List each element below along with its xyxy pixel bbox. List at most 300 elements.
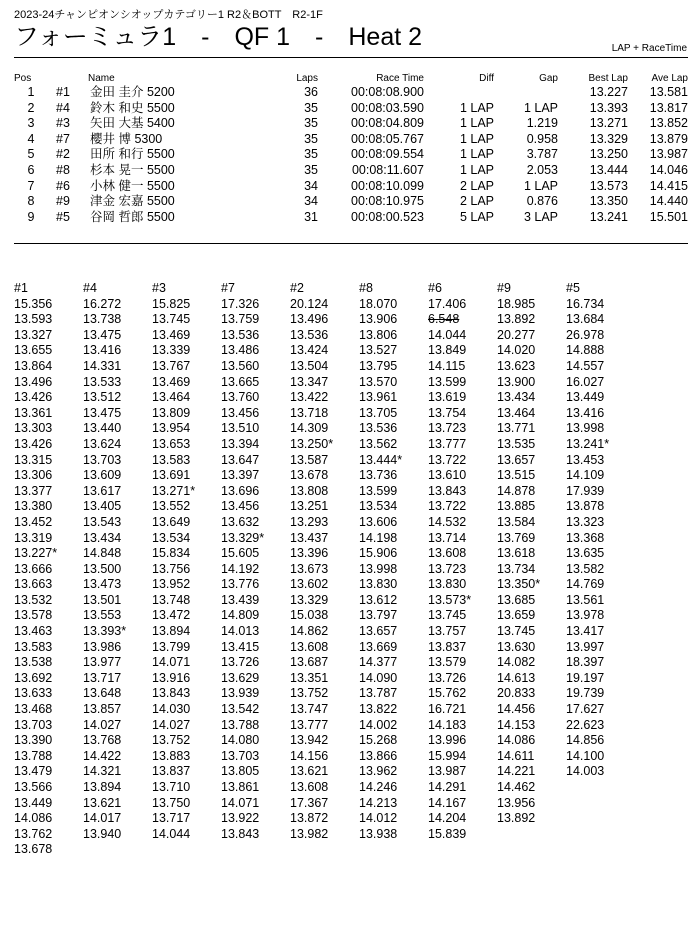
lap-time: 13.608 xyxy=(290,639,329,654)
table-cell: 13.271 xyxy=(589,116,628,131)
lap-time: 13.684 xyxy=(566,312,605,327)
lap-time: 13.599 xyxy=(428,374,467,389)
lap-time: 13.416 xyxy=(83,343,122,358)
lap-time: 14.109 xyxy=(566,468,605,483)
table-row xyxy=(14,101,688,117)
lap-time: 13.872 xyxy=(290,811,329,826)
lap-time: 13.612 xyxy=(359,592,398,607)
lap-time: 13.473 xyxy=(83,577,122,592)
lap-time: 13.710 xyxy=(152,780,191,794)
results-column-header: Laps xyxy=(296,73,318,84)
table-cell: 13.581 xyxy=(649,85,688,99)
table-cell: 7 xyxy=(27,178,35,193)
table-cell: #1 xyxy=(56,85,70,99)
lap-time: 13.788 xyxy=(221,717,260,732)
table-cell: #3 xyxy=(56,116,70,131)
lap-time: 13.434 xyxy=(83,530,122,545)
table-cell: 1 LAP xyxy=(523,100,558,115)
lap-time: 19.739 xyxy=(566,686,605,701)
lap-time: 14.213 xyxy=(359,795,398,810)
lap-time: 14.848 xyxy=(83,546,122,561)
lap-time: 13.624 xyxy=(83,436,122,451)
table-cell: 34 xyxy=(304,178,318,193)
lap-column xyxy=(152,281,222,842)
table-row xyxy=(14,85,688,101)
lap-time: 13.648 xyxy=(83,686,122,701)
lap-time: 16.734 xyxy=(566,296,605,311)
lap-time: 14.027 xyxy=(152,717,191,732)
table-cell: 9 xyxy=(27,209,35,224)
lap-time: 13.583 xyxy=(14,639,53,654)
lap-column-car-number: #6 xyxy=(428,281,442,295)
table-row xyxy=(14,147,688,163)
lap-time: 13.673 xyxy=(290,561,329,576)
table-cell: 00:08:04.809 xyxy=(351,116,424,131)
lap-time: 14.167 xyxy=(428,795,467,810)
lap-time: 13.500 xyxy=(83,561,122,576)
lap-time: 13.426 xyxy=(14,390,53,405)
lap-column-car-number: #2 xyxy=(290,281,304,295)
lap-time: 14.809 xyxy=(221,608,260,623)
lap-time: 13.809 xyxy=(152,405,191,420)
lap-column xyxy=(14,281,84,858)
lap-time: 13.678 xyxy=(14,842,53,857)
lap-time: 13.452 xyxy=(14,514,53,529)
table-cell: 金田 圭介 5200 xyxy=(90,85,175,99)
lap-time: 14.002 xyxy=(359,717,398,732)
lap-time: 13.752 xyxy=(152,733,191,748)
table-cell: #4 xyxy=(56,100,70,115)
lap-time: 18.070 xyxy=(359,296,398,311)
lap-time: 14.012 xyxy=(359,811,398,826)
lap-time: 13.479 xyxy=(14,764,53,779)
lap-time: 13.582 xyxy=(566,561,605,576)
table-cell: #8 xyxy=(56,162,70,177)
lap-time: 14.198 xyxy=(359,530,398,545)
lap-time: 13.536 xyxy=(359,421,398,436)
lap-time: 13.350* xyxy=(497,577,541,592)
lap-time: 13.866 xyxy=(359,748,398,763)
lap-time: 14.321 xyxy=(83,764,122,779)
lap-time: 13.329 xyxy=(290,592,329,607)
lap-time: 14.183 xyxy=(428,717,467,732)
lap-time: 13.843 xyxy=(428,483,467,498)
lap-time: 13.939 xyxy=(221,686,260,701)
lap-column-car-number: #9 xyxy=(497,281,511,295)
lap-time: 13.830 xyxy=(428,577,467,592)
table-cell: 35 xyxy=(304,116,318,131)
lap-time: 13.659 xyxy=(497,608,536,623)
lap-time: 13.532 xyxy=(14,592,53,607)
lap-time: 13.687 xyxy=(290,655,329,670)
lap-time: 13.608 xyxy=(290,780,329,794)
lap-time: 13.900 xyxy=(497,374,536,389)
table-cell: 1 xyxy=(27,85,35,99)
lap-time: 13.449 xyxy=(566,390,605,405)
table-cell: 1 LAP xyxy=(459,147,494,162)
lap-time: 13.293 xyxy=(290,514,329,529)
lap-time: 14.090 xyxy=(359,670,398,685)
lap-time: 13.456 xyxy=(221,499,260,514)
lap-time: 13.757 xyxy=(428,624,467,639)
table-cell: 2.053 xyxy=(526,162,558,177)
lap-time: 13.647 xyxy=(221,452,260,467)
lap-time: 13.464 xyxy=(152,390,191,405)
lap-time: 13.998 xyxy=(359,561,398,576)
table-cell: 14.415 xyxy=(649,178,688,193)
lap-time: 13.534 xyxy=(152,530,191,545)
lap-time: 14.422 xyxy=(83,748,122,763)
table-cell xyxy=(424,85,494,101)
results-column-header: Pos xyxy=(14,73,32,84)
lap-column xyxy=(83,281,153,842)
table-cell: 谷岡 哲郎 5500 xyxy=(90,209,175,224)
lap-time: 15.038 xyxy=(290,608,329,623)
table-row xyxy=(14,163,688,179)
lap-column-car-number: #4 xyxy=(83,281,97,295)
table-cell: 35 xyxy=(304,131,318,146)
results-header-row xyxy=(14,72,688,85)
lap-time: 14.377 xyxy=(359,655,398,670)
lap-time: 15.356 xyxy=(14,296,53,311)
table-cell: 1 LAP xyxy=(459,131,494,146)
table-cell: #6 xyxy=(56,178,70,193)
lap-time: 15.268 xyxy=(359,733,398,748)
lap-time: 15.762 xyxy=(428,686,467,701)
lap-time: 17.406 xyxy=(428,296,467,311)
table-cell: 13.227 xyxy=(589,85,628,99)
results-column-header: Diff xyxy=(479,73,494,84)
lap-time: 13.857 xyxy=(83,702,122,717)
lap-time: 13.227* xyxy=(14,546,58,561)
lap-time: 13.723 xyxy=(428,421,467,436)
lap-time: 13.553 xyxy=(83,608,122,623)
lap-time: 13.303 xyxy=(14,421,53,436)
lap-time: 13.527 xyxy=(359,343,398,358)
lap-time: 13.543 xyxy=(83,514,122,529)
lap-time: 15.906 xyxy=(359,546,398,561)
lap-time: 15.825 xyxy=(152,296,191,311)
table-cell: 13.350 xyxy=(589,194,628,209)
table-cell: 小林 健一 5500 xyxy=(90,178,175,193)
table-cell: 3 LAP xyxy=(523,209,558,224)
results-column-header: Name xyxy=(88,73,115,84)
lap-time: 13.552 xyxy=(152,499,191,514)
lap-time: 13.560 xyxy=(221,358,260,373)
lap-time: 14.221 xyxy=(497,764,536,779)
lap-time: 17.326 xyxy=(221,296,260,311)
results-column-header: Best Lap xyxy=(588,73,628,84)
lap-time: 13.610 xyxy=(428,468,467,483)
lap-time: 13.837 xyxy=(152,764,191,779)
lap-time: 14.020 xyxy=(497,343,536,358)
lap-time: 13.894 xyxy=(152,624,191,639)
lap-time: 13.978 xyxy=(566,608,605,623)
lap-time: 14.100 xyxy=(566,748,605,763)
table-cell: 14.046 xyxy=(649,162,688,177)
lap-time: 13.892 xyxy=(497,312,536,327)
lap-time: 13.405 xyxy=(83,499,122,514)
lap-time: 13.464 xyxy=(497,405,536,420)
lap-time: 13.878 xyxy=(566,499,605,514)
lap-time: 13.468 xyxy=(14,702,53,717)
lap-time: 14.856 xyxy=(566,733,605,748)
lap-time: 14.044 xyxy=(428,327,467,342)
lap-time: 14.613 xyxy=(497,670,536,685)
lap-time: 13.665 xyxy=(221,374,260,389)
lap-time: 13.714 xyxy=(428,530,467,545)
lap-time: 13.579 xyxy=(428,655,467,670)
lap-time: 13.323 xyxy=(566,514,605,529)
lap-time: 13.635 xyxy=(566,546,605,561)
table-cell: 15.501 xyxy=(649,209,688,224)
lap-time: 14.611 xyxy=(497,748,535,763)
lap-time: 13.584 xyxy=(497,514,536,529)
table-cell: 00:08:08.900 xyxy=(351,85,424,99)
lap-time: 13.938 xyxy=(359,826,398,841)
lap-time: 16.027 xyxy=(566,374,605,389)
lap-time: 14.309 xyxy=(290,421,329,436)
lap-time: 13.599 xyxy=(359,483,398,498)
results-column-header: Race Time xyxy=(376,73,424,84)
lap-time: 13.961 xyxy=(359,390,398,405)
lap-time: 13.849 xyxy=(428,343,467,358)
lap-time: 13.329* xyxy=(221,530,265,545)
table-cell: 00:08:05.767 xyxy=(351,131,424,146)
table-cell: 00:08:03.590 xyxy=(351,100,424,115)
lap-time: 13.657 xyxy=(497,452,536,467)
lap-time: 13.922 xyxy=(221,811,260,826)
lap-time: 13.351 xyxy=(290,670,329,685)
lap-time: 13.703 xyxy=(14,717,53,732)
lap-time: 13.617 xyxy=(83,483,122,498)
lap-column-car-number: #3 xyxy=(152,281,166,295)
lap-time: 14.153 xyxy=(497,717,536,732)
lap-time: 13.822 xyxy=(359,702,398,717)
lap-time: 13.618 xyxy=(497,546,536,561)
lap-time: 13.843 xyxy=(152,686,191,701)
lap-time: 13.767 xyxy=(152,358,191,373)
lap-time: 13.806 xyxy=(359,327,398,342)
lap-time: 13.678 xyxy=(290,468,329,483)
session-title: フォーミュラ1 - QF 1 - Heat 2 xyxy=(14,23,423,51)
lap-time: 13.987 xyxy=(428,764,467,779)
table-cell: 34 xyxy=(304,194,318,209)
table-cell: 3 xyxy=(27,116,35,131)
table-cell: 1 LAP xyxy=(523,178,558,193)
lap-time: 13.327 xyxy=(14,327,53,342)
lap-time: 13.703 xyxy=(221,748,260,763)
lap-time: 14.013 xyxy=(221,624,260,639)
table-cell: #7 xyxy=(56,131,70,146)
lap-time: 13.752 xyxy=(290,686,329,701)
lap-time: 13.629 xyxy=(221,670,260,685)
lap-time: 13.705 xyxy=(359,405,398,420)
table-cell: 35 xyxy=(304,100,318,115)
lap-column-car-number: #5 xyxy=(566,281,580,295)
lap-time: 13.361 xyxy=(14,405,53,420)
results-column-header: Ave Lap xyxy=(651,73,688,84)
lap-time: 13.777 xyxy=(290,717,329,732)
lap-time: 17.367 xyxy=(290,795,329,810)
lap-time: 15.605 xyxy=(221,546,260,561)
lap-time: 13.691 xyxy=(152,468,191,483)
lap-time: 13.754 xyxy=(428,405,467,420)
table-cell: 2 LAP xyxy=(459,178,494,193)
report-header xyxy=(14,8,690,52)
lap-time: 17.627 xyxy=(566,702,605,717)
lap-time: 13.717 xyxy=(83,670,122,685)
lap-time: 13.587 xyxy=(290,452,329,467)
lap-time: 13.666 xyxy=(14,561,53,576)
lap-time: 13.998 xyxy=(566,421,605,436)
lap-time: 13.718 xyxy=(290,405,329,420)
lap-time: 20.833 xyxy=(497,686,536,701)
lap-time: 13.756 xyxy=(152,561,191,576)
lap-time: 13.619 xyxy=(428,390,467,405)
lap-time: 13.745 xyxy=(152,312,191,327)
table-cell: 0.958 xyxy=(526,131,558,146)
lap-time: 14.086 xyxy=(497,733,536,748)
lap-time: 13.251 xyxy=(290,499,329,514)
lap-time: 13.444* xyxy=(359,452,403,467)
lap-time: 13.738 xyxy=(83,312,122,327)
table-cell: 13.817 xyxy=(649,100,688,115)
lap-time: 13.415 xyxy=(221,639,260,654)
lap-time: 13.380 xyxy=(14,499,53,514)
lap-time: 13.894 xyxy=(83,780,122,794)
lap-time: 13.504 xyxy=(290,358,329,373)
lap-time: 13.535 xyxy=(497,436,536,451)
table-cell: 3.787 xyxy=(526,147,558,162)
table-cell: 津金 宏嘉 5500 xyxy=(90,194,175,209)
table-cell: 4 xyxy=(27,131,35,146)
table-cell: #2 xyxy=(56,147,70,162)
table-cell: 1 LAP xyxy=(459,116,494,131)
lap-time: 13.723 xyxy=(428,561,467,576)
lap-time: 13.748 xyxy=(152,592,191,607)
lap-time: 13.769 xyxy=(497,530,536,545)
lap-time: 13.566 xyxy=(14,780,53,794)
lap-time: 13.475 xyxy=(83,327,122,342)
lap-time: 13.593 xyxy=(14,312,53,327)
lap-time: 13.377 xyxy=(14,483,53,498)
lap-time: 13.940 xyxy=(83,826,122,841)
results-bottom-rule xyxy=(14,243,688,244)
event-subtitle: 2023-24チャンピオンシオップカテゴリー1 R2＆BOTT R2-1F xyxy=(14,9,323,21)
table-cell: 13.879 xyxy=(649,131,688,146)
table-cell: #9 xyxy=(56,194,70,209)
table-cell: 31 xyxy=(304,209,318,224)
lap-time: 13.747 xyxy=(290,702,329,717)
lap-time: 13.608 xyxy=(428,546,467,561)
lap-time: 13.663 xyxy=(14,577,53,592)
lap-time: 13.653 xyxy=(152,436,191,451)
lap-time: 13.501 xyxy=(83,592,122,607)
lap-time: 13.771 xyxy=(497,421,536,436)
lap-time: 13.469 xyxy=(152,374,191,389)
lap-column-car-number: #7 xyxy=(221,281,235,295)
lap-time: 13.437 xyxy=(290,530,329,545)
lap-time: 13.954 xyxy=(152,421,191,436)
lap-time: 14.017 xyxy=(83,811,122,826)
lap-time: 13.986 xyxy=(83,639,122,654)
lap-time: 13.538 xyxy=(14,655,53,670)
lap-time: 13.982 xyxy=(290,826,329,841)
lap-time: 22.623 xyxy=(566,717,605,732)
lap-time: 13.621 xyxy=(83,795,122,810)
lap-time: 13.510 xyxy=(221,421,260,436)
table-cell: 13.250 xyxy=(589,147,628,162)
results-column-header: Gap xyxy=(539,73,558,84)
lap-time: 13.515 xyxy=(497,468,536,483)
lap-time: 13.424 xyxy=(290,343,329,358)
lap-time: 13.339 xyxy=(152,343,191,358)
lap-time: 13.745 xyxy=(428,608,467,623)
lap-time: 13.745 xyxy=(497,624,536,639)
table-cell: 13.241 xyxy=(589,209,628,224)
lap-time: 13.417 xyxy=(566,624,605,639)
lap-time: 14.331 xyxy=(83,358,122,373)
lap-time: 13.692 xyxy=(14,670,53,685)
table-cell: 1.219 xyxy=(526,116,558,131)
lap-time: 13.632 xyxy=(221,514,260,529)
lap-time: 19.197 xyxy=(566,670,605,685)
table-cell: 36 xyxy=(304,85,318,99)
table-cell: 1 LAP xyxy=(459,100,494,115)
lap-column xyxy=(290,281,360,842)
table-cell: 14.440 xyxy=(649,194,688,209)
results-body xyxy=(14,85,688,225)
table-cell: #5 xyxy=(56,209,70,224)
table-cell: 2 xyxy=(27,100,35,115)
lap-time: 13.347 xyxy=(290,374,329,389)
lap-column-car-number: #1 xyxy=(14,281,28,295)
lap-time: 13.512 xyxy=(83,390,122,405)
table-row xyxy=(14,179,688,195)
lap-time: 14.888 xyxy=(566,343,605,358)
lap-time: 13.578 xyxy=(14,608,53,623)
lap-time: 13.315 xyxy=(14,452,53,467)
table-cell: 杉本 晃一 5500 xyxy=(90,162,175,177)
lap-time: 13.797 xyxy=(359,608,398,623)
table-cell: 13.444 xyxy=(589,162,628,177)
lap-time: 13.864 xyxy=(14,358,53,373)
table-row xyxy=(14,132,688,148)
lap-time: 14.080 xyxy=(221,733,260,748)
lap-time: 13.319 xyxy=(14,530,53,545)
lap-time: 13.892 xyxy=(497,811,536,826)
lap-time: 14.192 xyxy=(221,561,260,576)
lap-time: 15.834 xyxy=(152,546,191,561)
lap-time: 14.878 xyxy=(497,483,536,498)
lap-time: 13.623 xyxy=(497,358,536,373)
lap-time: 13.696 xyxy=(221,483,260,498)
lap-time: 13.726 xyxy=(221,655,260,670)
table-cell: 00:08:00.523 xyxy=(351,209,424,224)
lap-time: 13.390 xyxy=(14,733,53,748)
lap-time: 18.397 xyxy=(566,655,605,670)
lap-time: 13.762 xyxy=(14,826,53,841)
report-mode-label: LAP + RaceTime xyxy=(611,43,687,54)
table-cell: 鈴木 和史 5500 xyxy=(90,100,175,115)
lap-time: 16.272 xyxy=(83,296,122,311)
lap-time: 13.808 xyxy=(290,483,329,498)
lap-time: 13.633 xyxy=(14,686,53,701)
lap-time: 13.795 xyxy=(359,358,398,373)
table-cell: 35 xyxy=(304,147,318,162)
lap-time: 13.434 xyxy=(497,390,536,405)
